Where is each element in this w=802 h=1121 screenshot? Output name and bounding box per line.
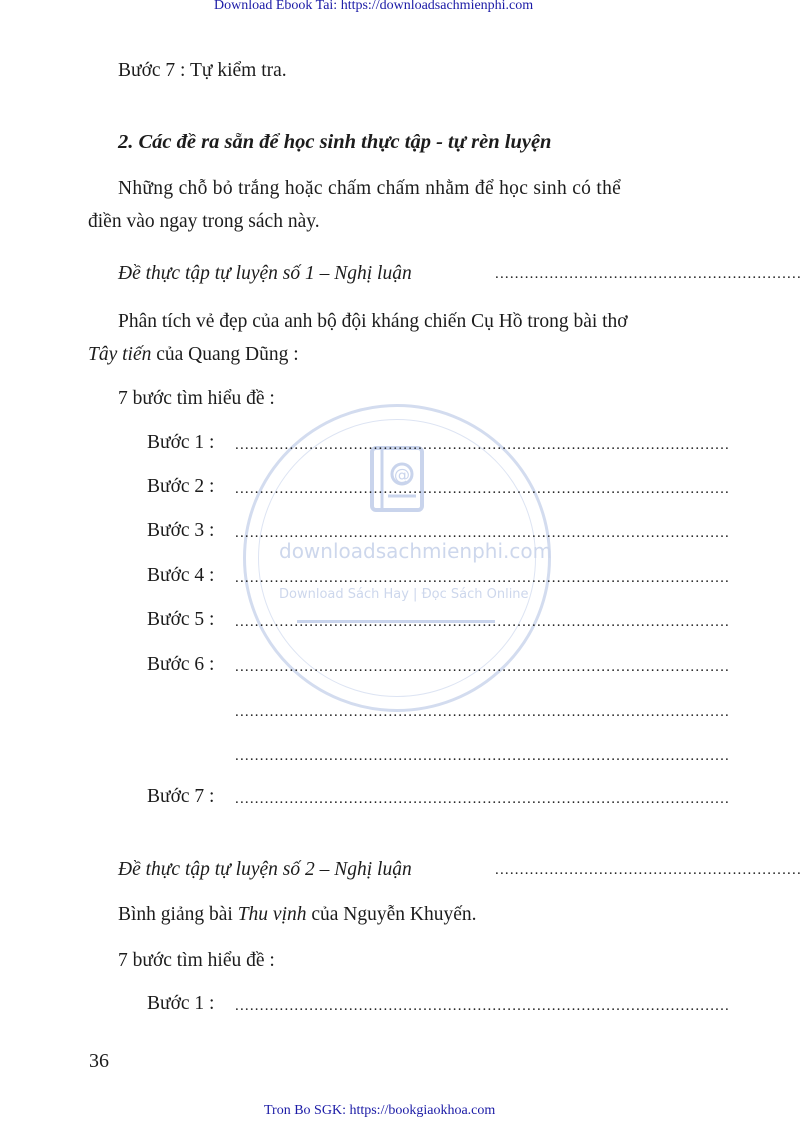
exercise1-step-label: Bước 6 : xyxy=(147,654,215,675)
watermark-tagline: Download Sách Hay | Đọc Sách Online xyxy=(279,587,529,602)
step7-intro: Bước 7 : Tự kiểm tra. xyxy=(118,60,287,81)
exercise1-step-blank[interactable]: .................................................................................................... xyxy=(235,525,730,541)
exercise1-step-blank-extra[interactable]: .................................................................................................... xyxy=(235,704,730,720)
exercise1-steps-intro: 7 bước tìm hiểu đề : xyxy=(118,388,275,409)
exercise2-poem-title: Thu vịnh xyxy=(237,904,307,925)
exercise2-prompt-pre: Bình giảng bài xyxy=(118,904,238,925)
watermark-site: downloadsachmienphi.com xyxy=(279,539,553,563)
exercise1-step-blank-extra[interactable]: .................................................................................................... xyxy=(235,748,730,764)
footer-sgk-link[interactable]: Tron Bo SGK: https://bookgiaokhoa.com xyxy=(264,1103,496,1118)
exercise1-step-label: Bước 4 : xyxy=(147,565,215,586)
paragraph-line-2: điền vào ngay trong sách này. xyxy=(88,211,320,232)
exercise2-author: của Nguyễn Khuyến. xyxy=(306,904,477,925)
exercise2-title-dots[interactable]: .............................................................. xyxy=(495,862,802,878)
exercise1-step-blank[interactable]: .................................................................................................... xyxy=(235,570,730,586)
exercise1-prompt-line2 xyxy=(88,344,299,366)
paragraph-line-1: Những chỗ bỏ trắng hoặc chấm chấm nhằm để học sinh có thể xyxy=(118,178,622,199)
exercise1-poem-title: Tây tiến xyxy=(88,344,152,365)
page-number: 36 xyxy=(89,1050,109,1072)
exercise1-step-label: Bước 5 : xyxy=(147,609,215,630)
exercise1-step-label: Bước 7 : xyxy=(147,786,215,807)
exercise2-steps-intro: 7 bước tìm hiểu đề : xyxy=(118,950,275,971)
exercise1-step-blank[interactable]: .................................................................................................... xyxy=(235,614,730,630)
exercise1-step-blank[interactable]: .................................................................................................... xyxy=(235,437,730,453)
section-heading: 2. Các đề ra sẵn để học sinh thực tập - tự rèn luyện xyxy=(118,131,552,153)
exercise1-step-label: Bước 1 : xyxy=(147,432,215,453)
exercise2-title: Đề thực tập tự luyện số 2 – Nghị luận xyxy=(118,859,412,880)
svg-text:@: @ xyxy=(394,465,410,484)
exercise1-title: Đề thực tập tự luyện số 1 – Nghị luận xyxy=(118,263,412,284)
exercise1-step-blank[interactable]: .................................................................................................... xyxy=(235,791,730,807)
exercise1-author: của Quang Dũng : xyxy=(151,344,299,365)
exercise1-step-blank[interactable]: .................................................................................................... xyxy=(235,481,730,497)
exercise1-step-blank[interactable]: .................................................................................................... xyxy=(235,659,730,675)
notebook-at-icon xyxy=(366,444,430,514)
exercise2-step-blank[interactable]: .................................................................................................... xyxy=(235,998,730,1014)
exercise1-title-dots[interactable]: .............................................................. xyxy=(495,266,802,282)
exercise1-step-label: Bước 3 : xyxy=(147,520,215,541)
exercise1-step-label: Bước 2 : xyxy=(147,476,215,497)
exercise2-prompt xyxy=(118,904,477,926)
exercise1-prompt-line1: Phân tích vẻ đẹp của anh bộ đội kháng chiến Cụ Hồ trong bài thơ xyxy=(118,311,628,332)
header-download-link[interactable]: Download Ebook Tai: https://downloadsachmienphi.com xyxy=(214,0,534,13)
exercise2-step-label: Bước 1 : xyxy=(147,993,215,1014)
